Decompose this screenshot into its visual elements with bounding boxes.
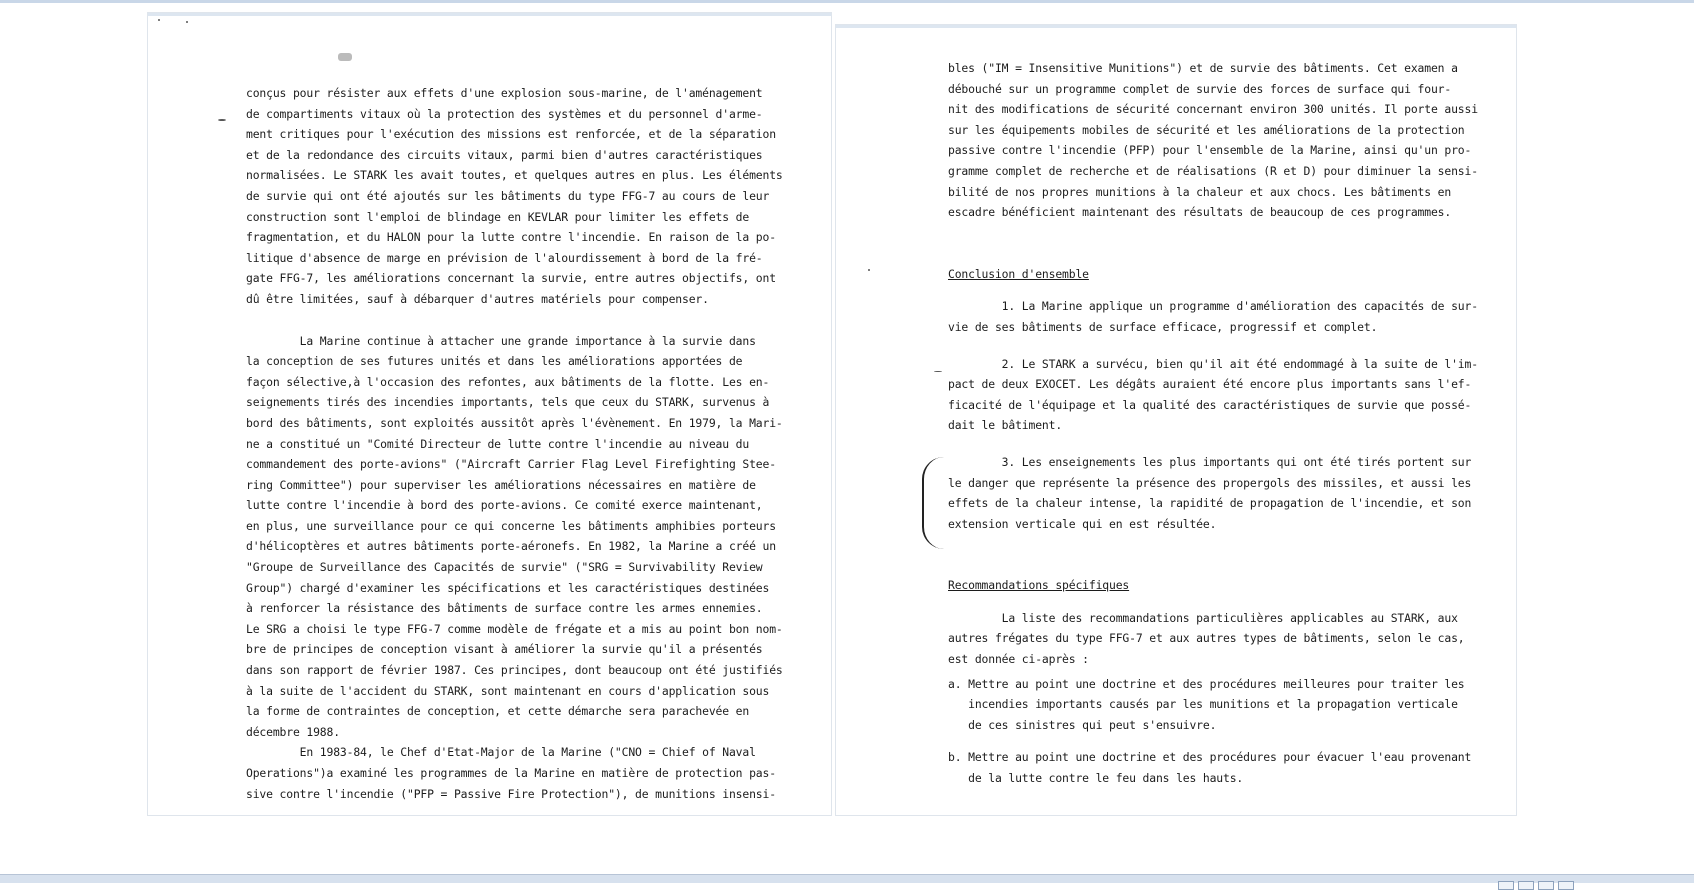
status-bar xyxy=(0,874,1694,883)
view-single-page-button[interactable] xyxy=(1498,881,1514,890)
margin-bracket-mark xyxy=(922,457,946,549)
page-top-edge xyxy=(836,25,1516,28)
view-mode-buttons[interactable] xyxy=(1494,875,1574,883)
scan-speck xyxy=(218,119,226,121)
paragraph: conçus pour résister aux effets d'une explosion sous-marine, de l'aménagement de compartiments vitaux où la protection des systèmes et du personnel d'arme- ment critiques pour l'exécution des missions est renforcée, et de la séparation et de la redondance des circuits vitaux, parmi bien d'autres caractéristiques normalisées. Le STARK les avait toutes, et quelques autres en plus. Les éléments de survie qui ont été ajoutés sur les bâtiments du type FFG-7 au cours de leur construction sont l'emploi de blindage en KEVLAR pour limiter les effets de fragmentation, et du HALON pour la lutte contre l'incendie. En raison de la po- litique d'absence de marge en prévision de l'alourdissement à bord de la fré- gate FFG-7, les améliorations concernant la survie, entre autres objectifs, ont dû être limitées, sauf à débarquer d'autres matériels pour compenser. xyxy=(246,86,783,306)
paragraph: 1. La Marine applique un programme d'amélioration des capacités de sur- vie de ses bâtiments de surface efficace, progressif et complet. xyxy=(948,299,1478,334)
paragraph: bles ("IM = Insensitive Munitions") et de survie des bâtiments. Cet examen a débouché sur un programme complet de survie des forces de surface qui four- nit des modifications de sécurité concernant environ 300 unités. Il porte aussi sur les équipements mobiles de sécurité et les améliorations de la protection passive contre l'incendie (PFP) pour l'ensemble de la Marine, ainsi qu'un pro- gramme complet de recherche et de réalisations (R et D) pour diminuer la sensi- bilité de nos propres munitions à la chaleur et aux chocs. Les bâtiments en escadre bénéficient maintenant des résultats de beaucoup de ces programmes. xyxy=(948,61,1478,220)
section-heading: Conclusion d'ensemble xyxy=(948,266,1089,281)
view-two-page-button[interactable] xyxy=(1518,881,1534,890)
section-heading: Recommandations spécifiques xyxy=(948,578,1130,593)
paragraph: En 1983-84, le Chef d'Etat-Major de la Marine ("CNO = Chief of Naval Operations")a examiné les programmes de la Marine en matière de protection pas- sive contre l'incendie ("PFP = Passive Fire Protection"), de munitions insensi- xyxy=(246,745,776,801)
list-item: a. Mettre au point une doctrine et des procédures meilleures pour traiter les incendies importants causés par les munitions et la propagation verticale de ces sinistres qui peut s'ensuivre. xyxy=(948,676,1465,732)
scan-smudge xyxy=(338,53,352,61)
view-continuous-button[interactable] xyxy=(1538,881,1554,890)
document-viewer[interactable] xyxy=(0,3,1694,875)
scan-speck xyxy=(934,371,942,372)
view-fit-width-button[interactable] xyxy=(1558,881,1574,890)
paragraph: La Marine continue à attacher une grande importance à la survie dans la conception de ses futures unités et dans les améliorations apportées de façon sélective,à l'occasion des refontes, aux bâtiments de la flotte. Les en- seignements tirés des incendies importants, tels que ceux du STARK, survenus à bord des bâtiments, sont exploités aussitôt après l'évènement. En 1979, la Mari- ne a constitué un "Comité Directeur de lutte contre l'incendie au niveau du commandement des porte-avions" ("Aircraft Carrier Flag Level Firefighting Stee- ring Committee") pour superviser les améliorations nécessaires en matière de lutte contre l'incendie à bord des porte-avions. Ce comité exerce maintenant, en plus, une surveillance pour ce qui concerne les bâtiments amphibies porteurs d'hélicoptères et autres bâtiments porte-aéronefs. En 1982, la Marine a créé un "Groupe de Surveillance des Capacités de survie" ("SRG = Survivability Review Group") chargé d'examiner les spécifications et les caractéristiques destinées à renforcer la résistance des bâtiments de surface contre les armes ennemies. Le SRG a choisi le type FFG-7 comme modèle de frégate et a mis au point bon nom- bre de principes de conception visant à améliorer la survie qu'il a présentés dans son rapport de février 1987. Ces principes, dont beaucoup ont été justifiés à la suite de l'accident du STARK, sont maintenant en cours d'application sous la forme de contraintes de conception, et cette démarche sera parachevée en décembre 1988. xyxy=(246,333,783,739)
list-item: b. Mettre au point une doctrine et des procédures pour évacuer l'eau provenant de la lutte contre le feu dans les hauts. xyxy=(948,750,1472,786)
left-page-text xyxy=(246,83,783,804)
scan-speck xyxy=(868,269,870,271)
scan-speck xyxy=(158,19,160,21)
paragraph: 2. Le STARK a survécu, bien qu'il ait été endommagé à la suite de l'im- pact de deux EXOCET. Les dégâts auraient été encore plus importants sans l'ef- ficacité de l'équipage et la qualité des caractéristiques de survie que possé- dait le bâtiment. xyxy=(948,356,1478,433)
right-page xyxy=(836,25,1516,815)
scan-speck xyxy=(186,21,188,23)
paragraph: La liste des recommandations particulières applicables au STARK, aux autres frégates du type FFG-7 et aux autres types de bâtiments, selon le cas, est donnée ci-après : xyxy=(948,610,1465,667)
page-top-edge xyxy=(148,13,831,16)
paragraph: 3. Les enseignements les plus importants qui ont été tirés portent sur le danger que représente la présence des propergols des missiles, et aussi les effets de la chaleur intense, la rapidité de propagation de l'incendie, et son extension verticale qui en est résultée. xyxy=(948,454,1472,531)
left-page xyxy=(148,13,831,815)
right-page-text xyxy=(948,58,1478,789)
